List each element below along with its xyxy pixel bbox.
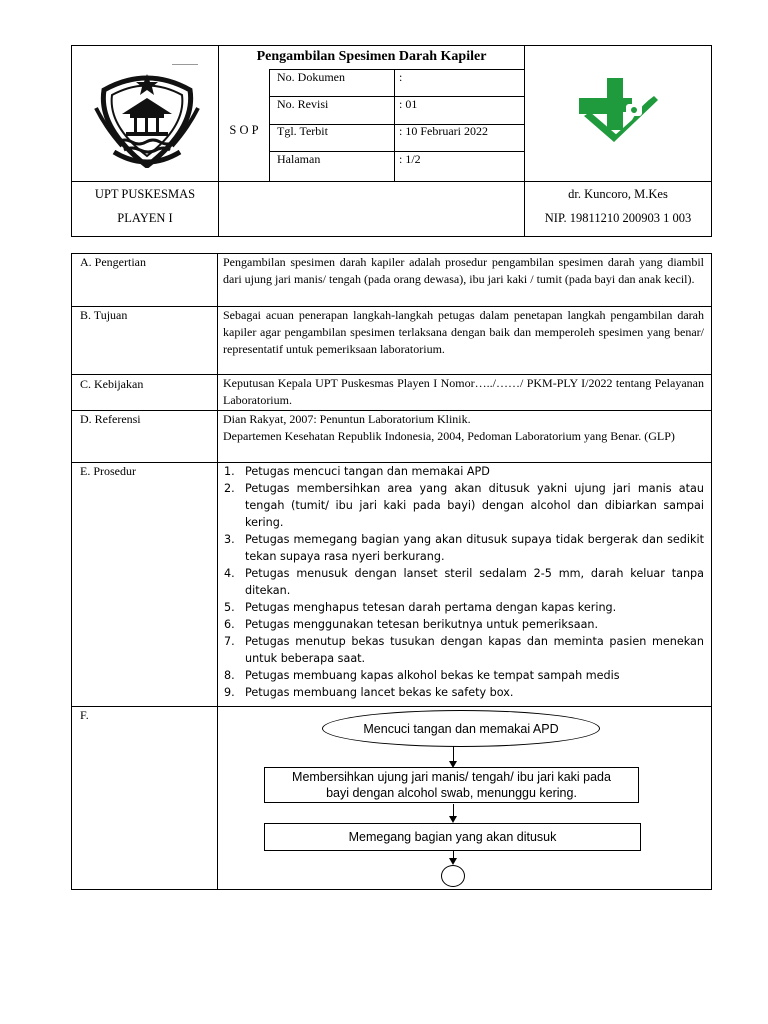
kebijakan-text: Keputusan Kepala UPT Puskesmas Playen I Nomor…../……/ PKM-PLY I/2022 tentang Pelayanan Laboratorium. [223,376,704,407]
meta-label-terbit: Tgl. Terbit [277,124,328,138]
meta-value-halaman: : 1/2 [399,152,421,166]
regional-emblem-icon [92,68,202,168]
meta-label-halaman: Halaman [277,152,321,166]
emblem-caption-mark [172,64,198,65]
pengertian-text: Pengambilan spesimen darah kapiler adalah prosedur pengambilan spesimen darah yang diambil dari ujung jari manis/ tengah (pada orang dewasa), ibu jari kaki / tumit (pada bayi dan anak kecil). [223,255,704,286]
org-name-line1: UPT PUSKESMAS [94,187,196,201]
prosedur-steps [224,463,704,701]
meta-value-dokumen: : [399,70,403,84]
arrow-down-icon [449,858,457,865]
flow-page-connector [441,865,465,887]
signer-name: dr. Kuncoro, M.Kes [568,187,668,201]
signer-nip: NIP. 19811210 200903 1 003 [544,211,692,225]
list-item: 4. Petugas menusuk dengan lanset steril sedalam 2-5 mm, darah keluar tanpa ditekan. [224,567,704,597]
flow-step-clean: Membersihkan ujung jari manis/ tengah/ ibu jari kaki pada bayi dengan alcohol swab, menunggu kering. [264,767,639,803]
list-item: 3. Petugas memegang bagian yang akan ditusuk supaya tidak bergerak dan sedikit tekan supaya rasa nyeri berkurang. [224,533,704,563]
section-label-pengertian: A. Pengertian [80,255,146,269]
section-label-prosedur: E. Prosedur [80,464,136,478]
list-item: 1. Petugas mencuci tangan dan memakai APD [224,465,490,478]
flow-step-hold: Memegang bagian yang akan ditusuk [264,823,641,851]
list-item: 5. Petugas menghapus tetesan darah pertama dengan kapas kering. [224,601,617,614]
sop-label: S O P [229,123,259,137]
document-title: Pengambilan Spesimen Darah Kapiler [256,49,487,64]
meta-label-dokumen: No. Dokumen [277,70,345,84]
meta-value-revisi: : 01 [399,97,418,111]
list-item: 6. Petugas menggunakan tetesan berikutnya untuk pemeriksaan. [224,618,599,631]
meta-label-revisi: No. Revisi [277,97,329,111]
section-label-flow: F. [80,708,89,722]
section-label-referensi: D. Referensi [80,412,141,426]
list-item: 7. Petugas menutup bekas tusukan dengan kapas dan meminta pasien menekan untuk beberapa saat. [224,635,704,665]
referensi-line1: Dian Rakyat, 2007: Penuntun Laboratorium Klinik. [223,412,471,426]
list-item: 8. Petugas membuang kapas alkohol bekas ke tempat sampah medis [224,669,620,682]
section-label-kebijakan: C. Kebijakan [80,377,144,391]
referensi-line2: Departemen Kesehatan Republik Indonesia, 2004, Pedoman Laboratorium yang Benar. (GLP) [223,429,675,443]
section-label-tujuan: B. Tujuan [80,308,128,322]
arrow-down-icon [449,816,457,823]
list-item: 9. Petugas membuang lancet bekas ke safety box. [224,686,514,699]
puskesmas-cross-icon [574,76,664,146]
flow-start-terminator: Mencuci tangan dan memakai APD [322,710,600,747]
tujuan-text: Sebagai acuan penerapan langkah-langkah petugas dalam penetapan langkah pengambilan darah kapiler agar pengambilan spesimen terlaksana dengan baik dan memperoleh spesimen yang benar/ representatif untuk pemeriksaan laboratorium. [223,308,704,356]
meta-value-terbit: : 10 Februari 2022 [399,124,488,138]
list-item: 2. Petugas membersihkan area yang akan ditusuk yakni ujung jari manis atau tengah (tumit/ ibu jari kaki pada bayi) dengan alcohol dan dibiarkan sampai kering. [224,482,704,529]
org-name-line2: PLAYEN I [117,211,173,225]
